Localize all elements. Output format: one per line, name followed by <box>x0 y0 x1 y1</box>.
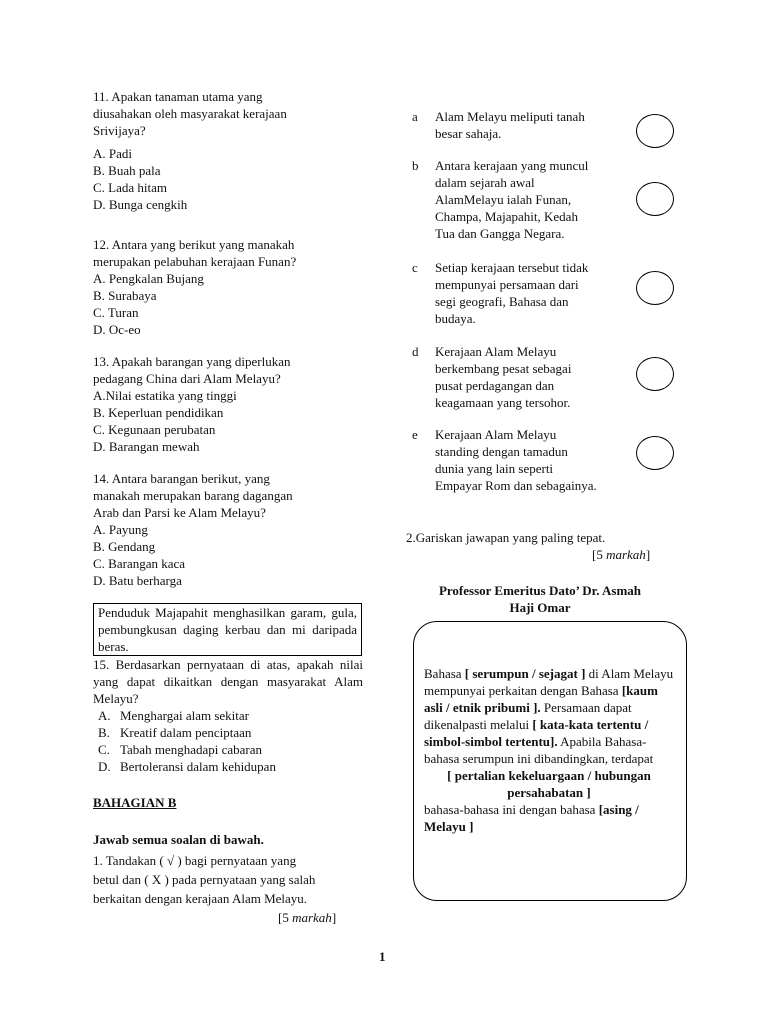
q13-option-a: A.Nilai estatika yang tinggi <box>93 388 237 403</box>
passage-choice[interactable]: [ serumpun / sejagat ] <box>464 666 586 681</box>
q2-instruction: 2.Gariskan jawapan yang paling tepat. <box>406 530 606 545</box>
statement-letter: c <box>412 260 418 275</box>
question-14 <box>93 470 363 589</box>
q15-option-letter: C. <box>98 742 110 757</box>
q14-option-a: A. Payung <box>93 522 148 537</box>
statement-letter: e <box>412 427 418 442</box>
q14-stem-2: manakah merupakan barang dagangan <box>93 488 293 503</box>
passage-plain: bahasa-bahasa ini dengan bahasa <box>424 802 599 817</box>
answer-circle-d[interactable] <box>636 357 674 391</box>
statement-text <box>435 426 615 494</box>
q13-option-b: B. Keperluan pendidikan <box>93 405 224 420</box>
q14-stem-1: 14. Antara barangan berikut, yang <box>93 471 270 486</box>
q15-option-b <box>93 724 363 741</box>
answer-circle-c[interactable] <box>636 271 674 305</box>
q11-stem-1: 11. Apakan tanaman utama yang <box>93 89 263 104</box>
statement-line: pusat perdagangan dan <box>435 378 555 393</box>
q12-stem-1: 12. Antara yang berikut yang manakah <box>93 237 295 252</box>
q15-option-text: Menghargai alam sekitar <box>120 708 249 723</box>
q15-option-letter: D. <box>98 759 111 774</box>
q11-option-b: B. Buah pala <box>93 163 161 178</box>
passage-text <box>424 665 674 835</box>
q2-marks <box>592 546 650 563</box>
q12-option-d: D. Oc-eo <box>93 322 141 337</box>
marks-prefix: [5 <box>592 547 607 562</box>
marks-word: markah <box>292 910 332 925</box>
question-15 <box>93 656 363 775</box>
professor-title <box>410 582 670 616</box>
q12-option-c: C. Turan <box>93 305 139 320</box>
q15-option-letter: B. <box>98 725 110 740</box>
statement-line: segi geografi, Bahasa dan <box>435 294 569 309</box>
q15-option-text: Bertoleransi dalam kehidupan <box>120 759 276 774</box>
page-number: 1 <box>379 949 386 964</box>
marks-suffix: ] <box>645 547 651 562</box>
statement-line: Empayar Rom dan sebagainya. <box>435 478 597 493</box>
answer-circle-a[interactable] <box>636 114 674 148</box>
passage-choice[interactable]: [ kata-kata tertentu / simbol-simbol tertentu]. <box>424 717 649 749</box>
q14-option-b: B. Gendang <box>93 539 156 554</box>
statement-line: standing dengan tamadun <box>435 444 568 459</box>
q1-line-2: betul dan ( X ) pada pernyataan yang salah <box>93 872 316 887</box>
statement-line: budaya. <box>435 311 476 326</box>
section-b-q1 <box>93 851 368 908</box>
statement-line: Kerajaan Alam Melayu <box>435 427 557 442</box>
section-b-instruction: Jawab semua soalan di bawah. <box>93 832 264 847</box>
statement-text <box>435 157 615 242</box>
q15-statement-box <box>93 603 362 656</box>
passage-plain: di Alam Melayu mempunyai perkaitan dengan Bahasa <box>424 666 674 698</box>
passage-plain: Bahasa <box>424 666 465 681</box>
q1-line-3: berkaitan dengan kerajaan Alam Melayu. <box>93 891 308 906</box>
q13-option-d: D. Barangan mewah <box>93 439 200 454</box>
answer-circle-e[interactable] <box>636 436 674 470</box>
q13-stem-1: 13. Apakah barangan yang diperlukan <box>93 354 291 369</box>
professor-line-2: Haji Omar <box>509 600 571 615</box>
q11-option-c: C. Lada hitam <box>93 180 168 195</box>
q11-option-a: A. Padi <box>93 146 132 161</box>
statement-line: Alam Melayu meliputi tanah <box>435 109 585 124</box>
passage-choice[interactable]: [asing / Melayu ] <box>424 802 639 834</box>
passage-choice[interactable]: [ pertalian kekeluargaan / hubungan persahabatan ] <box>447 768 651 800</box>
q12-option-a: A. Pengkalan Bujang <box>93 271 204 286</box>
q13-stem-2: pedagang China dari Alam Melayu? <box>93 371 281 386</box>
passage-choice[interactable]: [kaum asli / etnik pribumi ]. <box>424 683 658 715</box>
q15-statement-text: Penduduk Majapahit menghasilkan garam, gula, pembungkusan daging kerbau dan mi daripada beras. <box>98 605 357 654</box>
q14-stem-3: Arab dan Parsi ke Alam Melayu? <box>93 505 266 520</box>
statement-line: Antara kerajaan yang muncul <box>435 158 589 173</box>
q11-option-d: D. Bunga cengkih <box>93 197 188 212</box>
passage-plain: Persamaan dapat dikenalpasti melalui <box>424 700 632 732</box>
question-13 <box>93 353 363 455</box>
statement-line: AlamMelayu ialah Funan, <box>435 192 572 207</box>
statement-text <box>435 259 615 327</box>
statement-line: Kerajaan Alam Melayu <box>435 344 557 359</box>
section-b-heading: BAHAGIAN B <box>93 795 177 810</box>
marks-word: markah <box>606 547 646 562</box>
statement-line: dalam sejarah awal <box>435 175 535 190</box>
statement-text <box>435 108 615 142</box>
statement-letter: a <box>412 109 418 124</box>
q15-option-d <box>93 758 363 775</box>
statement-line: Setiap kerajaan tersebut tidak <box>435 260 589 275</box>
statement-line: Tua dan Gangga Negara. <box>435 226 565 241</box>
q1-line-1: 1. Tandakan ( √ ) bagi pernyataan yang <box>93 853 297 868</box>
statement-letter: d <box>412 344 419 359</box>
answer-circle-b[interactable] <box>636 182 674 216</box>
q15-option-a <box>93 707 363 724</box>
q14-option-c: C. Barangan kaca <box>93 556 186 571</box>
q15-option-text: Tabah menghadapi cabaran <box>120 742 263 757</box>
statement-text <box>435 343 615 411</box>
statement-letter: b <box>412 158 419 173</box>
q11-stem-2: diusahakan oleh masyarakat kerajaan <box>93 106 287 121</box>
marks-prefix: [5 <box>278 910 293 925</box>
q15-stem: 15. Berdasarkan pernyataan di atas, apakah nilai yang dapat dikaitkan dengan masyarakat Alam Melayu? <box>93 657 363 706</box>
marks-suffix: ] <box>331 910 337 925</box>
statement-line: mempunyai persamaan dari <box>435 277 579 292</box>
passage-plain: Apabila Bahasa-bahasa serumpun ini dibandingkan, terdapat <box>424 734 654 766</box>
professor-line-1: Professor Emeritus Dato’ Dr. Asmah <box>438 583 642 598</box>
question-11 <box>93 88 363 213</box>
q12-option-b: B. Surabaya <box>93 288 157 303</box>
question-12 <box>93 236 363 338</box>
q15-option-letter: A. <box>98 708 111 723</box>
q12-stem-2: merupakan pelabuhan kerajaan Funan? <box>93 254 297 269</box>
q15-option-c <box>93 741 363 758</box>
q1-marks <box>278 909 336 926</box>
statement-line: Champa, Majapahit, Kedah <box>435 209 578 224</box>
statement-line: berkembang pesat sebagai <box>435 361 572 376</box>
q14-option-d: D. Batu berharga <box>93 573 182 588</box>
statement-line: besar sahaja. <box>435 126 502 141</box>
q13-option-c: C. Kegunaan perubatan <box>93 422 216 437</box>
statement-line: keagamaan yang tersohor. <box>435 395 571 410</box>
q11-stem-3: Srivijaya? <box>93 123 146 138</box>
q15-option-text: Kreatif dalam penciptaan <box>120 725 252 740</box>
statement-line: dunia yang lain seperti <box>435 461 554 476</box>
